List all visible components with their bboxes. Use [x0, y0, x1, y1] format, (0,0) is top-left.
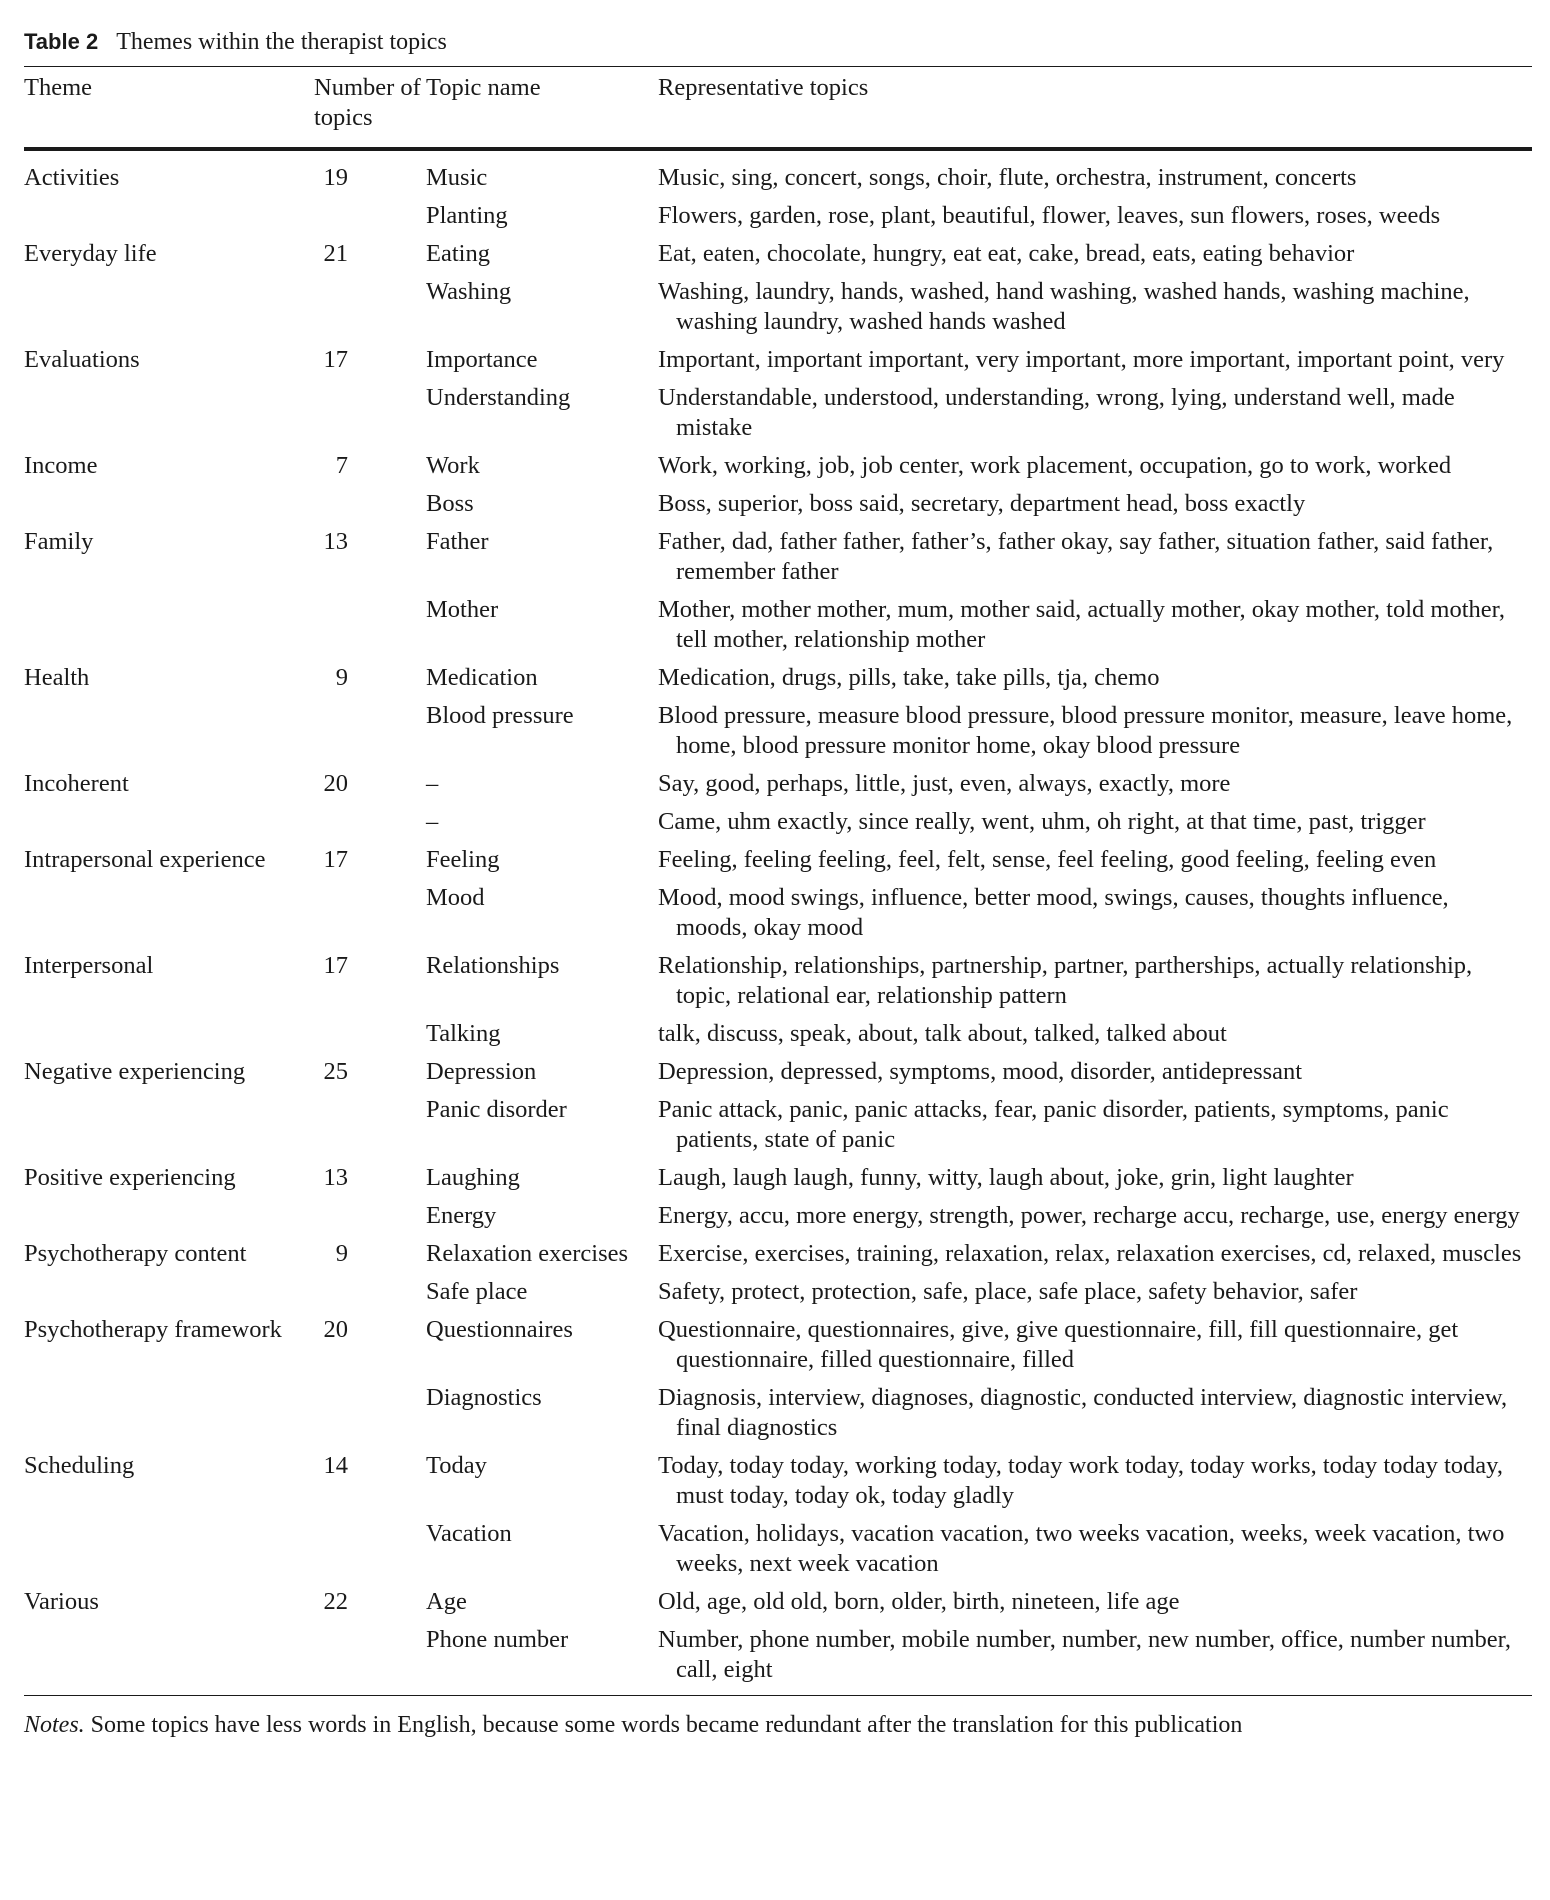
topic-name-cell: Phone number [426, 1621, 658, 1696]
topic-name-cell: Mood [426, 884, 485, 911]
number-cell [314, 273, 426, 341]
table-row [24, 1091, 1532, 1159]
representative-topics-cell: Washing, laundry, hands, washed, hand washing, washed hands, washing machine, washing laundry, washed hands washed [658, 278, 1470, 335]
number-cell [314, 197, 426, 235]
theme-cell [24, 697, 314, 765]
number-cell [314, 1515, 426, 1583]
representative-topics-cell: Came, uhm exactly, since really, went, uhm, oh right, at that time, past, trigger [658, 808, 1426, 835]
table-row [24, 447, 1532, 485]
topic-name-cell: Vacation [426, 1520, 512, 1547]
theme-cell [24, 1091, 314, 1159]
representative-topics-cell: Feeling, feeling feeling, feel, felt, sense, feel feeling, good feeling, feeling even [658, 846, 1437, 873]
number-cell: 20 [323, 770, 348, 797]
table-row [24, 1379, 1532, 1447]
table-row [24, 1015, 1532, 1053]
number-cell [314, 803, 426, 841]
topic-name-cell: Music [426, 164, 488, 191]
table-row [24, 197, 1532, 235]
number-cell: 13 [323, 1164, 348, 1191]
topic-name-cell: Planting [426, 202, 508, 229]
table-title: Themes within the therapist topics [116, 29, 447, 55]
number-cell: 20 [323, 1316, 348, 1343]
table-row [24, 1621, 1532, 1696]
number-cell: 17 [323, 952, 348, 979]
topic-name-cell: Washing [426, 278, 512, 305]
table-row [24, 1583, 1532, 1621]
representative-topics-cell: Vacation, holidays, vacation vacation, two weeks vacation, weeks, week vacation, two weeks, next week vacation [658, 1520, 1505, 1577]
topic-name-cell: Energy [426, 1202, 497, 1229]
table-row [24, 1159, 1532, 1197]
table-row [24, 341, 1532, 379]
table-caption [24, 22, 1532, 66]
table-row [24, 523, 1532, 591]
representative-topics-cell: Important, important important, very important, more important, important point, very [658, 346, 1505, 373]
representative-topics-cell: Flowers, garden, rose, plant, beautiful, flower, leaves, sun flowers, roses, weeds [658, 202, 1441, 229]
table-row [24, 149, 1532, 197]
number-cell: 19 [323, 164, 348, 191]
table-row [24, 591, 1532, 659]
representative-topics-cell: Blood pressure, measure blood pressure, blood pressure monitor, measure, leave home, home, blood pressure monitor home, okay blood pressure [658, 702, 1513, 759]
topic-name-cell: Relaxation exercises [426, 1240, 629, 1267]
theme-cell [24, 1015, 314, 1053]
representative-topics-cell: talk, discuss, speak, about, talk about, talked, talked about [658, 1020, 1227, 1047]
representative-topics-cell: Say, good, perhaps, little, just, even, always, exactly, more [658, 770, 1231, 797]
number-cell: 7 [335, 452, 348, 479]
theme-cell: Incoherent [24, 770, 129, 797]
theme-cell: Scheduling [24, 1452, 135, 1479]
number-cell: 17 [323, 846, 348, 873]
table-row [24, 765, 1532, 803]
number-cell: 25 [323, 1058, 348, 1085]
document-page [24, 22, 1532, 1740]
representative-topics-cell: Laugh, laugh laugh, funny, witty, laugh about, joke, grin, light laughter [658, 1164, 1354, 1191]
representative-topics-cell: Depression, depressed, symptoms, mood, disorder, antidepressant [658, 1058, 1303, 1085]
theme-cell: Evaluations [24, 346, 140, 373]
number-cell [314, 1621, 426, 1696]
representative-topics-cell: Mother, mother mother, mum, mother said, actually mother, okay mother, told mother, tell mother, relationship mother [658, 596, 1505, 653]
topic-name-cell: Today [426, 1452, 487, 1479]
topic-name-cell: Relationships [426, 952, 560, 979]
table-row [24, 1311, 1532, 1379]
theme-cell [24, 879, 314, 947]
number-cell [314, 1379, 426, 1447]
theme-cell [24, 591, 314, 659]
representative-topics-cell: Music, sing, concert, songs, choir, flute, orchestra, instrument, concerts [658, 164, 1357, 191]
topic-name-cell: Boss [426, 490, 474, 517]
header-theme: Theme [24, 67, 314, 150]
theme-cell [24, 197, 314, 235]
topic-name-cell: Father [426, 528, 489, 555]
theme-cell: Health [24, 664, 90, 691]
table-row [24, 1053, 1532, 1091]
topic-name-cell: Eating [426, 240, 490, 267]
number-cell: 17 [323, 346, 348, 373]
notes-text: Some topics have less words in English, because some words became redundant after the translation for this publication [84, 1712, 1243, 1738]
table-row [24, 697, 1532, 765]
representative-topics-cell: Father, dad, father father, father’s, father okay, say father, situation father, said father, remember father [658, 528, 1494, 585]
topic-name-cell: Blood pressure [426, 702, 574, 729]
theme-cell [24, 485, 314, 523]
table-row [24, 659, 1532, 697]
representative-topics-cell: Work, working, job, job center, work placement, occupation, go to work, worked [658, 452, 1452, 479]
theme-cell [24, 1621, 314, 1696]
topic-name-cell: Medication [426, 664, 538, 691]
number-cell: 14 [323, 1452, 348, 1479]
representative-topics-cell: Old, age, old old, born, older, birth, nineteen, life age [658, 1588, 1180, 1615]
number-cell [314, 697, 426, 765]
representative-topics-cell: Diagnosis, interview, diagnoses, diagnostic, conducted interview, diagnostic interview, final diagnostics [658, 1384, 1508, 1441]
representative-topics-cell: Mood, mood swings, influence, better mood, swings, causes, thoughts influence, moods, okay mood [658, 884, 1449, 941]
topic-name-cell: Understanding [426, 384, 571, 411]
number-cell [314, 1091, 426, 1159]
number-cell [314, 1273, 426, 1311]
table-notes [24, 1710, 1532, 1740]
number-cell: 13 [323, 528, 348, 555]
number-cell: 22 [323, 1588, 348, 1615]
topic-name-cell: Laughing [426, 1164, 520, 1191]
representative-topics-cell: Understandable, understood, understanding, wrong, lying, understand well, made mistake [658, 384, 1455, 441]
theme-cell: Income [24, 452, 98, 479]
topic-name-cell: – [426, 808, 439, 835]
number-cell [314, 1015, 426, 1053]
theme-cell [24, 1273, 314, 1311]
number-cell: 9 [335, 664, 348, 691]
topic-name-cell: – [426, 770, 439, 797]
theme-cell: Negative experiencing [24, 1058, 246, 1085]
theme-cell: Activities [24, 164, 120, 191]
representative-topics-cell: Panic attack, panic, panic attacks, fear, panic disorder, patients, symptoms, panic patients, state of panic [658, 1096, 1449, 1153]
representative-topics-cell: Safety, protect, protection, safe, place, safe place, safety behavior, safer [658, 1278, 1358, 1305]
theme-cell [24, 1515, 314, 1583]
representative-topics-cell: Energy, accu, more energy, strength, power, recharge accu, recharge, use, energy energy [658, 1202, 1520, 1229]
header-row [24, 67, 1532, 150]
table-row [24, 1447, 1532, 1515]
table-label: Table 2 [24, 29, 99, 54]
topic-name-cell: Age [426, 1588, 467, 1615]
theme-cell: Psychotherapy content [24, 1240, 247, 1267]
representative-topics-cell: Relationship, relationships, partnership, partner, partherships, actually relationship, topic, relational ear, relationship pattern [658, 952, 1473, 1009]
theme-cell [24, 379, 314, 447]
topic-name-cell: Diagnostics [426, 1384, 542, 1411]
representative-topics-cell: Medication, drugs, pills, take, take pills, tja, chemo [658, 664, 1160, 691]
representative-topics-cell: Questionnaire, questionnaires, give, give questionnaire, fill, fill questionnaire, get questionnaire, filled questionnaire, filled [658, 1316, 1459, 1373]
number-cell [314, 879, 426, 947]
table-row [24, 1273, 1532, 1311]
header-topic: Topic name [426, 67, 658, 150]
number-cell [314, 485, 426, 523]
representative-topics-cell: Today, today today, working today, today work today, today works, today today today, must today, today ok, today gladly [658, 1452, 1503, 1509]
theme-cell: Various [24, 1588, 99, 1615]
theme-cell [24, 1197, 314, 1235]
table-row [24, 1515, 1532, 1583]
representative-topics-cell: Boss, superior, boss said, secretary, department head, boss exactly [658, 490, 1306, 517]
theme-cell [24, 803, 314, 841]
topic-name-cell: Talking [426, 1020, 501, 1047]
theme-cell [24, 273, 314, 341]
topic-name-cell: Depression [426, 1058, 537, 1085]
theme-cell [24, 1379, 314, 1447]
representative-topics-cell: Exercise, exercises, training, relaxation, relax, relaxation exercises, cd, relaxed, muscles [658, 1240, 1522, 1267]
theme-cell: Interpersonal [24, 952, 154, 979]
topic-name-cell: Feeling [426, 846, 500, 873]
table-row [24, 235, 1532, 273]
theme-cell: Psychotherapy framework [24, 1316, 282, 1343]
topic-name-cell: Questionnaires [426, 1316, 573, 1343]
table-body [24, 149, 1532, 1696]
table-row [24, 947, 1532, 1015]
table-row [24, 379, 1532, 447]
table-row [24, 841, 1532, 879]
theme-cell: Intrapersonal experience [24, 846, 266, 873]
theme-cell: Family [24, 528, 94, 555]
table-row [24, 273, 1532, 341]
number-cell [314, 1197, 426, 1235]
representative-topics-cell: Number, phone number, mobile number, number, new number, office, number number, call, eight [658, 1621, 1532, 1696]
topic-name-cell: Work [426, 452, 480, 479]
table-row [24, 803, 1532, 841]
table-row [24, 879, 1532, 947]
table-row [24, 485, 1532, 523]
number-cell: 9 [335, 1240, 348, 1267]
topic-name-cell: Importance [426, 346, 538, 373]
header-representative: Representative topics [658, 67, 1532, 150]
topic-name-cell: Panic disorder [426, 1096, 567, 1123]
header-number: Number of topics [314, 67, 426, 150]
number-cell: 21 [323, 240, 348, 267]
representative-topics-cell: Eat, eaten, chocolate, hungry, eat eat, cake, bread, eats, eating behavior [658, 240, 1355, 267]
themes-table [24, 66, 1532, 1696]
number-cell [314, 379, 426, 447]
table-row [24, 1235, 1532, 1273]
theme-cell: Positive experiencing [24, 1164, 236, 1191]
number-cell [314, 591, 426, 659]
notes-label: Notes. [24, 1712, 85, 1738]
topic-name-cell: Safe place [426, 1278, 528, 1305]
theme-cell: Everyday life [24, 240, 157, 267]
topic-name-cell: Mother [426, 596, 499, 623]
table-row [24, 1197, 1532, 1235]
